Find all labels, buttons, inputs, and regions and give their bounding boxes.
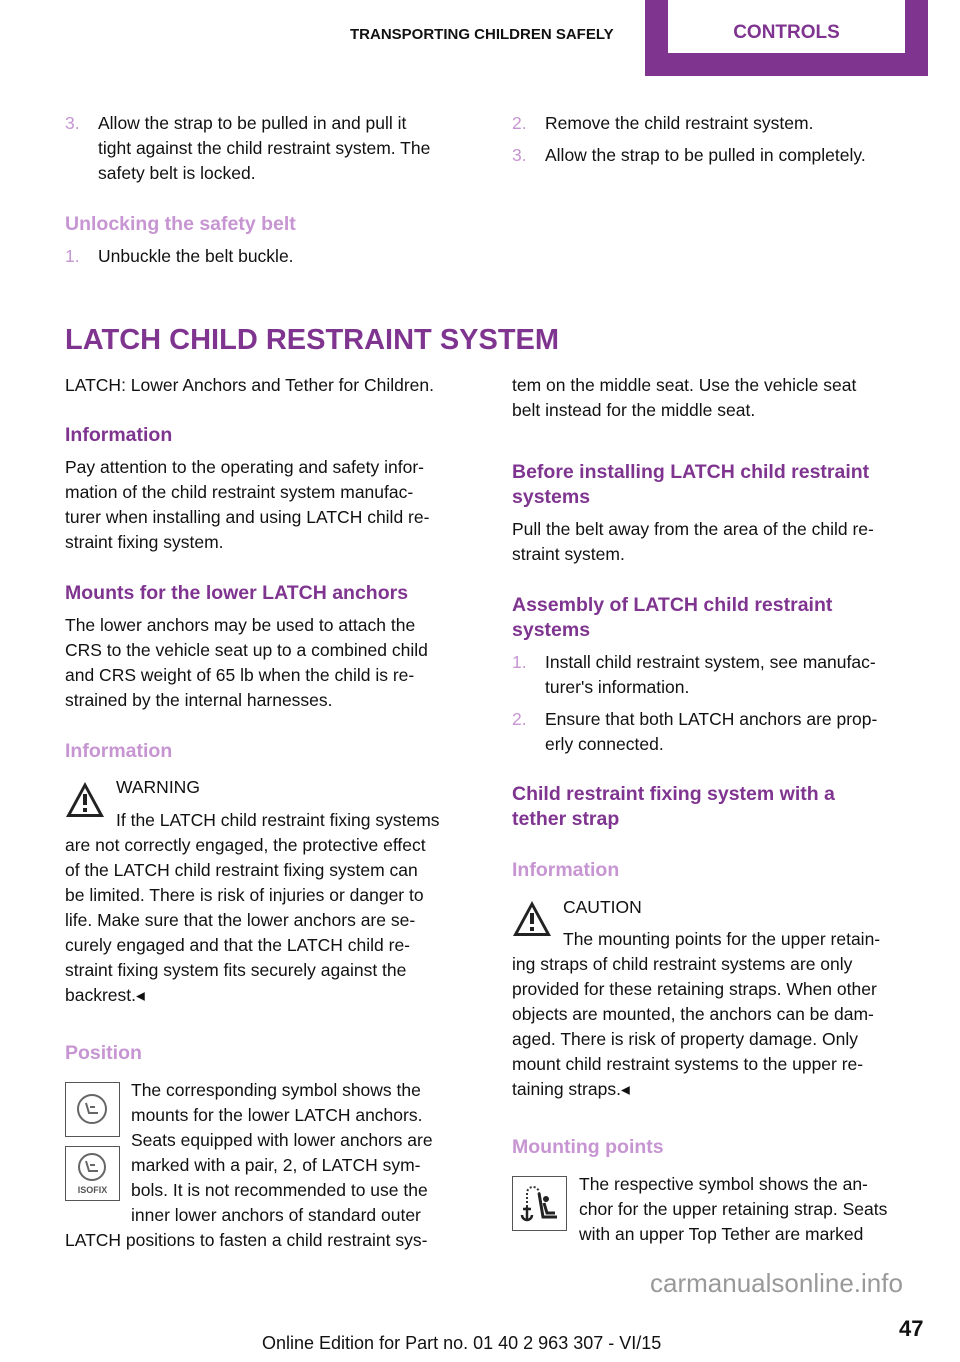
step-text: Allow the strap to be pulled in completely.	[545, 145, 866, 165]
step-number: 2.	[512, 113, 527, 133]
step-text: Remove the child restraint system.	[545, 113, 814, 133]
caution-triangle-icon	[512, 899, 552, 937]
info2-heading: Information	[65, 740, 173, 762]
assembly-step-2	[512, 707, 942, 757]
position-text: The corresponding symbol shows the mounts for the lower LATCH anchors. Seats equipped with lower anchors are marked with a pair, 2, of LATCH sym- bols. It is not recommended to use the inner lower anchors of standard outer	[131, 1080, 433, 1225]
position-heading: Position	[65, 1042, 142, 1064]
caution-first-line: The mounting points for the upper retain-	[563, 929, 881, 949]
before-heading: Before installing LATCH child restraint systems	[512, 461, 870, 508]
latch-symbol-icon	[65, 1082, 120, 1137]
page-number: 47	[899, 1316, 924, 1341]
position-last-line: LATCH positions to fasten a child restraint sys-	[65, 1230, 428, 1250]
step-number: 1.	[512, 652, 527, 672]
step-2	[512, 111, 942, 136]
tether-heading: Child restraint fixing system with a tether strap	[512, 783, 835, 830]
continued-text: tem on the middle seat. Use the vehicle seat belt instead for the middle seat.	[512, 375, 857, 420]
intro-text: LATCH: Lower Anchors and Tether for Children.	[65, 375, 434, 395]
assembly-step-1	[512, 650, 942, 700]
warning-label: WARNING	[116, 777, 200, 797]
chapter-tab-label: CONTROLS	[733, 22, 840, 43]
caution-text: ing straps of child restraint systems are only provided for these retaining straps. When other objects are mounted, the anchors can be dam- aged. There is risk of property damage. Only mount child restraint systems to the upper re- taining straps.◂	[512, 954, 877, 1099]
section-header: TRANSPORTING CHILDREN SAFELY	[350, 26, 614, 43]
step-1	[65, 244, 485, 269]
mounting-heading: Mounting points	[512, 1136, 664, 1158]
mounts-heading: Mounts for the lower LATCH anchors	[65, 582, 409, 604]
section-title: LATCH CHILD RESTRAINT SYSTEM	[65, 324, 560, 356]
mounting-text: The respective symbol shows the an- chor for the upper retaining strap. Seats with an upper Top Tether are marked	[579, 1174, 888, 1244]
step-text: Allow the strap to be pulled in and pull it tight against the child restraint system. The safety belt is locked.	[98, 113, 431, 183]
step-number: 3.	[65, 113, 80, 133]
top-tether-anchor-icon	[512, 1176, 567, 1231]
edition-text: Online Edition for Part no. 01 40 2 963 307 - VI/15	[262, 1333, 662, 1353]
warning-text: are not correctly engaged, the protective effect of the LATCH child restraint fixing system can be limited. There is risk of injuries or danger to life. Make sure that the lower anchors are se- curely engaged and that the LATCH child re- straint fixing system fits securely against the backrest.◂	[65, 835, 426, 1005]
info-text: Pay attention to the operating and safety infor- mation of the child restraint system manufac- turer when installing and using LATCH child re- straint fixing system.	[65, 457, 430, 552]
info-heading-right: Information	[512, 859, 620, 881]
unlock-heading: Unlocking the safety belt	[65, 213, 296, 235]
chapter-tab[interactable]	[645, 0, 928, 76]
warning-triangle-icon	[65, 780, 105, 818]
step-text: Install child restraint system, see manufac- turer's information.	[545, 652, 876, 697]
step-3	[65, 111, 485, 186]
step-text: Ensure that both LATCH anchors are prop- erly connected.	[545, 709, 878, 754]
step-text: Unbuckle the belt buckle.	[98, 246, 294, 266]
mounts-text: The lower anchors may be used to attach the CRS to the vehicle seat up to a combined child and CRS weight of 65 lb when the child is re- strained by the internal harnesses.	[65, 615, 428, 710]
step-3-right	[512, 143, 942, 168]
caution-label: CAUTION	[563, 897, 642, 917]
warning-first-line: If the LATCH child restraint fixing systems	[116, 810, 440, 830]
step-number: 3.	[512, 145, 527, 165]
watermark: carmanualsonline.info	[650, 1268, 903, 1298]
before-text: Pull the belt away from the area of the child re- straint system.	[512, 519, 874, 564]
latch-isofix-symbol-icon	[65, 1146, 120, 1201]
info-heading: Information	[65, 424, 173, 446]
step-number: 2.	[512, 709, 527, 729]
step-number: 1.	[65, 246, 80, 266]
assembly-heading: Assembly of LATCH child restraint systems	[512, 594, 833, 641]
isofix-label: ISOFIX	[77, 1185, 108, 1195]
